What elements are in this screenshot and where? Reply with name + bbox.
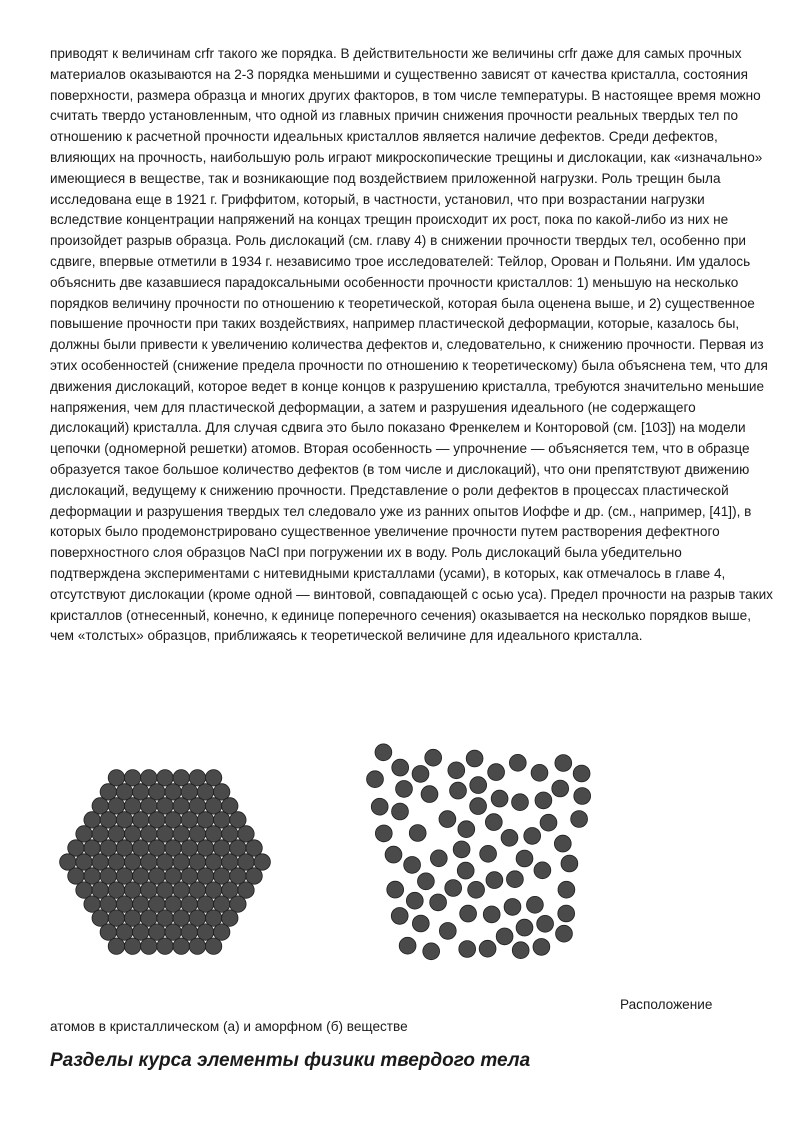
crystal-atom bbox=[141, 826, 157, 842]
amorphous-atom bbox=[535, 792, 552, 809]
amorphous-atom bbox=[391, 908, 408, 925]
amorphous-atom bbox=[509, 754, 526, 771]
crystal-atom bbox=[246, 868, 262, 884]
crystal-atom bbox=[108, 938, 124, 954]
amorphous-atom bbox=[485, 814, 502, 831]
amorphous-atom bbox=[439, 923, 456, 940]
figure-caption-start: Расположение bbox=[620, 997, 713, 1012]
crystal-atom bbox=[205, 770, 221, 786]
crystal-atom bbox=[133, 924, 149, 940]
amorphous-atom bbox=[423, 943, 440, 960]
amorphous-atom bbox=[470, 798, 487, 815]
amorphous-atom bbox=[396, 781, 413, 798]
crystal-atom bbox=[222, 826, 238, 842]
amorphous-atom bbox=[571, 811, 588, 828]
amorphous-atom bbox=[555, 755, 572, 772]
crystal-atom bbox=[68, 868, 84, 884]
crystal-atom bbox=[230, 868, 246, 884]
amorphous-atom bbox=[409, 825, 426, 842]
crystal-atom bbox=[157, 826, 173, 842]
crystal-atom bbox=[205, 826, 221, 842]
amorphous-atom bbox=[459, 941, 476, 958]
amorphous-atom bbox=[412, 766, 429, 783]
crystal-atom bbox=[189, 770, 205, 786]
amorphous-atom bbox=[457, 862, 474, 879]
crystal-atom bbox=[108, 826, 124, 842]
amorphous-atom bbox=[483, 906, 500, 923]
amorphous-atom bbox=[385, 846, 402, 863]
crystal-atom bbox=[157, 770, 173, 786]
amorphous-atom bbox=[504, 899, 521, 916]
body-paragraph: приводят к величинам crfr такого же порядка. В действительности же величины crfr даже для самых прочных материалов оказываются на 2-3 порядка меньшими и существенно зависят от качества кристалла, состояния поверхности, размера образца и многих других факторов, в том числе температуры. В настоящее время можно считать твердо установленным, что одной из главных причин снижения прочности реальных твердых тел по отношению к расчетной прочности идеальных кристаллов является наличие дефектов. Среди дефектов, влияющих на прочность, наибольшую роль играют микроскопические трещины и дислокации, как «изначально» имеющиеся в веществе, так и возникающие под воздействием приложенной нагрузки. Роль трещин была исследована еще в 1921 г. Гриффитом, который, в частности, установил, что при возрастании нагрузки вследствие концентрации напряжений на концах трещин происходит их рост, пока по какой-либо из них не произойдет разрыв образца. Роль дислокаций (см. главу 4) в снижении прочности твердых тел, особенно при сдвиге, впервые отметили в 1934 г. независимо трое исследователей: Тейлор, Орован и Польяни. Им удалось объяснить две казавшиеся парадоксальными особенности прочности кристаллов: 1) меньшую на несколько порядков величину прочности по отношению к теоретической, которая была оценена выше, и 2) существенное повышение прочности при таких воздействиях, например пластической деформации, которые, казалось бы, должны были привести к увеличению количества дефектов и, следовательно, к снижению прочности. Первая из этих особенностей (снижение предела прочности по отношению к теоретическому) была объяснена тем, что для движения дислокаций, которое ведет в конце концов к разрушению кристалла, требуются значительно меньшие напряжения, чем для пластической деформации, а затем и разрушения идеального (не содержащего дислокаций) кристалла. Для случая сдвига это было показано Френкелем и Конторовой (см. [103]) на модели цепочки (одномерной решетки) атомов. Вторая особенность — упрочнение — объясняется тем, что в образце образуется такое большое количество дефектов (в том числе и дислокаций), что они препятствуют движению дислокаций, ведущему к снижению прочности. Представление о роли дефектов в процессах пластической деформации и разрушения твердых тел следовало уже из ранних опытов Иоффе и др. (см., например, [41]), в которых было продемонстрировано существенное увеличение прочности путем растворения дефектного поверхностного слоя образцов NaCl при погружении их в воду. Роль дислокаций была убедительно подтверждена экспериментами с нитевидными кристаллами (усами), в которых, как отмечалось в главе 4, отсутствуют дислокации (кроме одной — винтовой, совпадающей с осью уса). Предел прочности на разрыв таких кристаллов (отнесенный, конечно, к единице поперечного сечения) оказывается на несколько порядков выше, чем «толстых» образцов, приближаясь к теоретической величине для идеального кристалла. bbox=[50, 46, 773, 644]
amorphous-atom bbox=[554, 835, 571, 852]
crystal-atom bbox=[181, 924, 197, 940]
amorphous-atom bbox=[491, 790, 508, 807]
crystal-atom bbox=[149, 924, 165, 940]
amorphous-atom bbox=[439, 811, 456, 828]
amorphous-atom bbox=[480, 845, 497, 862]
amorphous-atom bbox=[501, 829, 518, 846]
amorphous-atom bbox=[371, 798, 388, 815]
atom-arrangement-figure bbox=[0, 735, 800, 995]
crystalline-structure-illustration bbox=[40, 745, 290, 980]
crystal-atom bbox=[100, 924, 116, 940]
amorphous-atom bbox=[537, 915, 554, 932]
crystal-atom bbox=[157, 938, 173, 954]
crystal-atom bbox=[141, 938, 157, 954]
section-heading: Разделы курса элементы физики твердого тела bbox=[50, 1050, 531, 1071]
crystal-atom bbox=[205, 938, 221, 954]
crystal-atom bbox=[189, 938, 205, 954]
amorphous-atom bbox=[496, 928, 513, 945]
crystal-atom bbox=[214, 868, 230, 884]
amorphous-atom bbox=[516, 850, 533, 867]
crystal-atom bbox=[214, 924, 230, 940]
amorphous-atom bbox=[466, 750, 483, 767]
amorphous-atom bbox=[460, 905, 477, 922]
amorphous-atom bbox=[558, 881, 575, 898]
amorphous-atom bbox=[430, 894, 447, 911]
crystal-atom bbox=[238, 826, 254, 842]
amorphous-atom bbox=[448, 762, 465, 779]
crystal-atom bbox=[116, 924, 132, 940]
amorphous-atom bbox=[412, 915, 429, 932]
crystal-atom bbox=[173, 770, 189, 786]
crystal-atom bbox=[84, 868, 100, 884]
crystal-atom bbox=[149, 868, 165, 884]
amorphous-atom bbox=[392, 759, 409, 776]
amorphous-atom bbox=[512, 794, 529, 811]
crystal-atom bbox=[133, 868, 149, 884]
amorphous-atom bbox=[488, 764, 505, 781]
crystal-atom bbox=[141, 770, 157, 786]
crystal-atom bbox=[197, 868, 213, 884]
amorphous-atom bbox=[445, 880, 462, 897]
amorphous-atom bbox=[574, 788, 591, 805]
amorphous-atom bbox=[516, 919, 533, 936]
amorphous-atom bbox=[375, 744, 392, 761]
amorphous-atom bbox=[552, 780, 569, 797]
amorphous-atom bbox=[453, 841, 470, 858]
crystal-atom bbox=[92, 826, 108, 842]
amorphous-structure-illustration bbox=[355, 740, 595, 965]
amorphous-atom bbox=[527, 896, 544, 913]
amorphous-atom bbox=[458, 821, 475, 838]
amorphous-atom bbox=[387, 881, 404, 898]
amorphous-atom bbox=[406, 892, 423, 909]
amorphous-atom bbox=[375, 825, 392, 842]
crystal-atom bbox=[165, 868, 181, 884]
crystal-atom bbox=[124, 938, 140, 954]
amorphous-atom bbox=[399, 937, 416, 954]
amorphous-atom bbox=[573, 765, 590, 782]
amorphous-atom bbox=[558, 905, 575, 922]
amorphous-atom bbox=[479, 940, 496, 957]
amorphous-atom bbox=[512, 942, 529, 959]
amorphous-atom bbox=[531, 764, 548, 781]
amorphous-atom bbox=[404, 857, 421, 874]
crystal-atom bbox=[173, 826, 189, 842]
crystal-atom bbox=[173, 938, 189, 954]
amorphous-atom bbox=[561, 855, 578, 872]
amorphous-atom bbox=[534, 862, 551, 879]
amorphous-atom bbox=[533, 939, 550, 956]
amorphous-atom bbox=[524, 828, 541, 845]
amorphous-atom bbox=[430, 850, 447, 867]
amorphous-atom bbox=[556, 925, 573, 942]
crystal-atom bbox=[116, 868, 132, 884]
crystal-atom bbox=[189, 826, 205, 842]
amorphous-atom bbox=[392, 803, 409, 820]
amorphous-atom bbox=[421, 786, 438, 803]
figure-caption-end: атомов в кристаллическом (а) и аморфном (б) веществе bbox=[50, 1019, 408, 1034]
crystal-atom bbox=[181, 868, 197, 884]
amorphous-atom bbox=[507, 871, 524, 888]
crystal-atom bbox=[124, 826, 140, 842]
amorphous-atom bbox=[425, 749, 442, 766]
amorphous-atom bbox=[418, 873, 435, 890]
crystal-atom bbox=[108, 770, 124, 786]
amorphous-atom bbox=[367, 771, 384, 788]
crystal-atom bbox=[197, 924, 213, 940]
crystal-atom bbox=[100, 868, 116, 884]
crystal-atom bbox=[124, 770, 140, 786]
amorphous-atom bbox=[486, 872, 503, 889]
amorphous-atom bbox=[470, 777, 487, 794]
crystal-atom bbox=[165, 924, 181, 940]
amorphous-atom bbox=[540, 814, 557, 831]
amorphous-atom bbox=[468, 881, 485, 898]
amorphous-atom bbox=[450, 782, 467, 799]
crystal-atom bbox=[76, 826, 92, 842]
